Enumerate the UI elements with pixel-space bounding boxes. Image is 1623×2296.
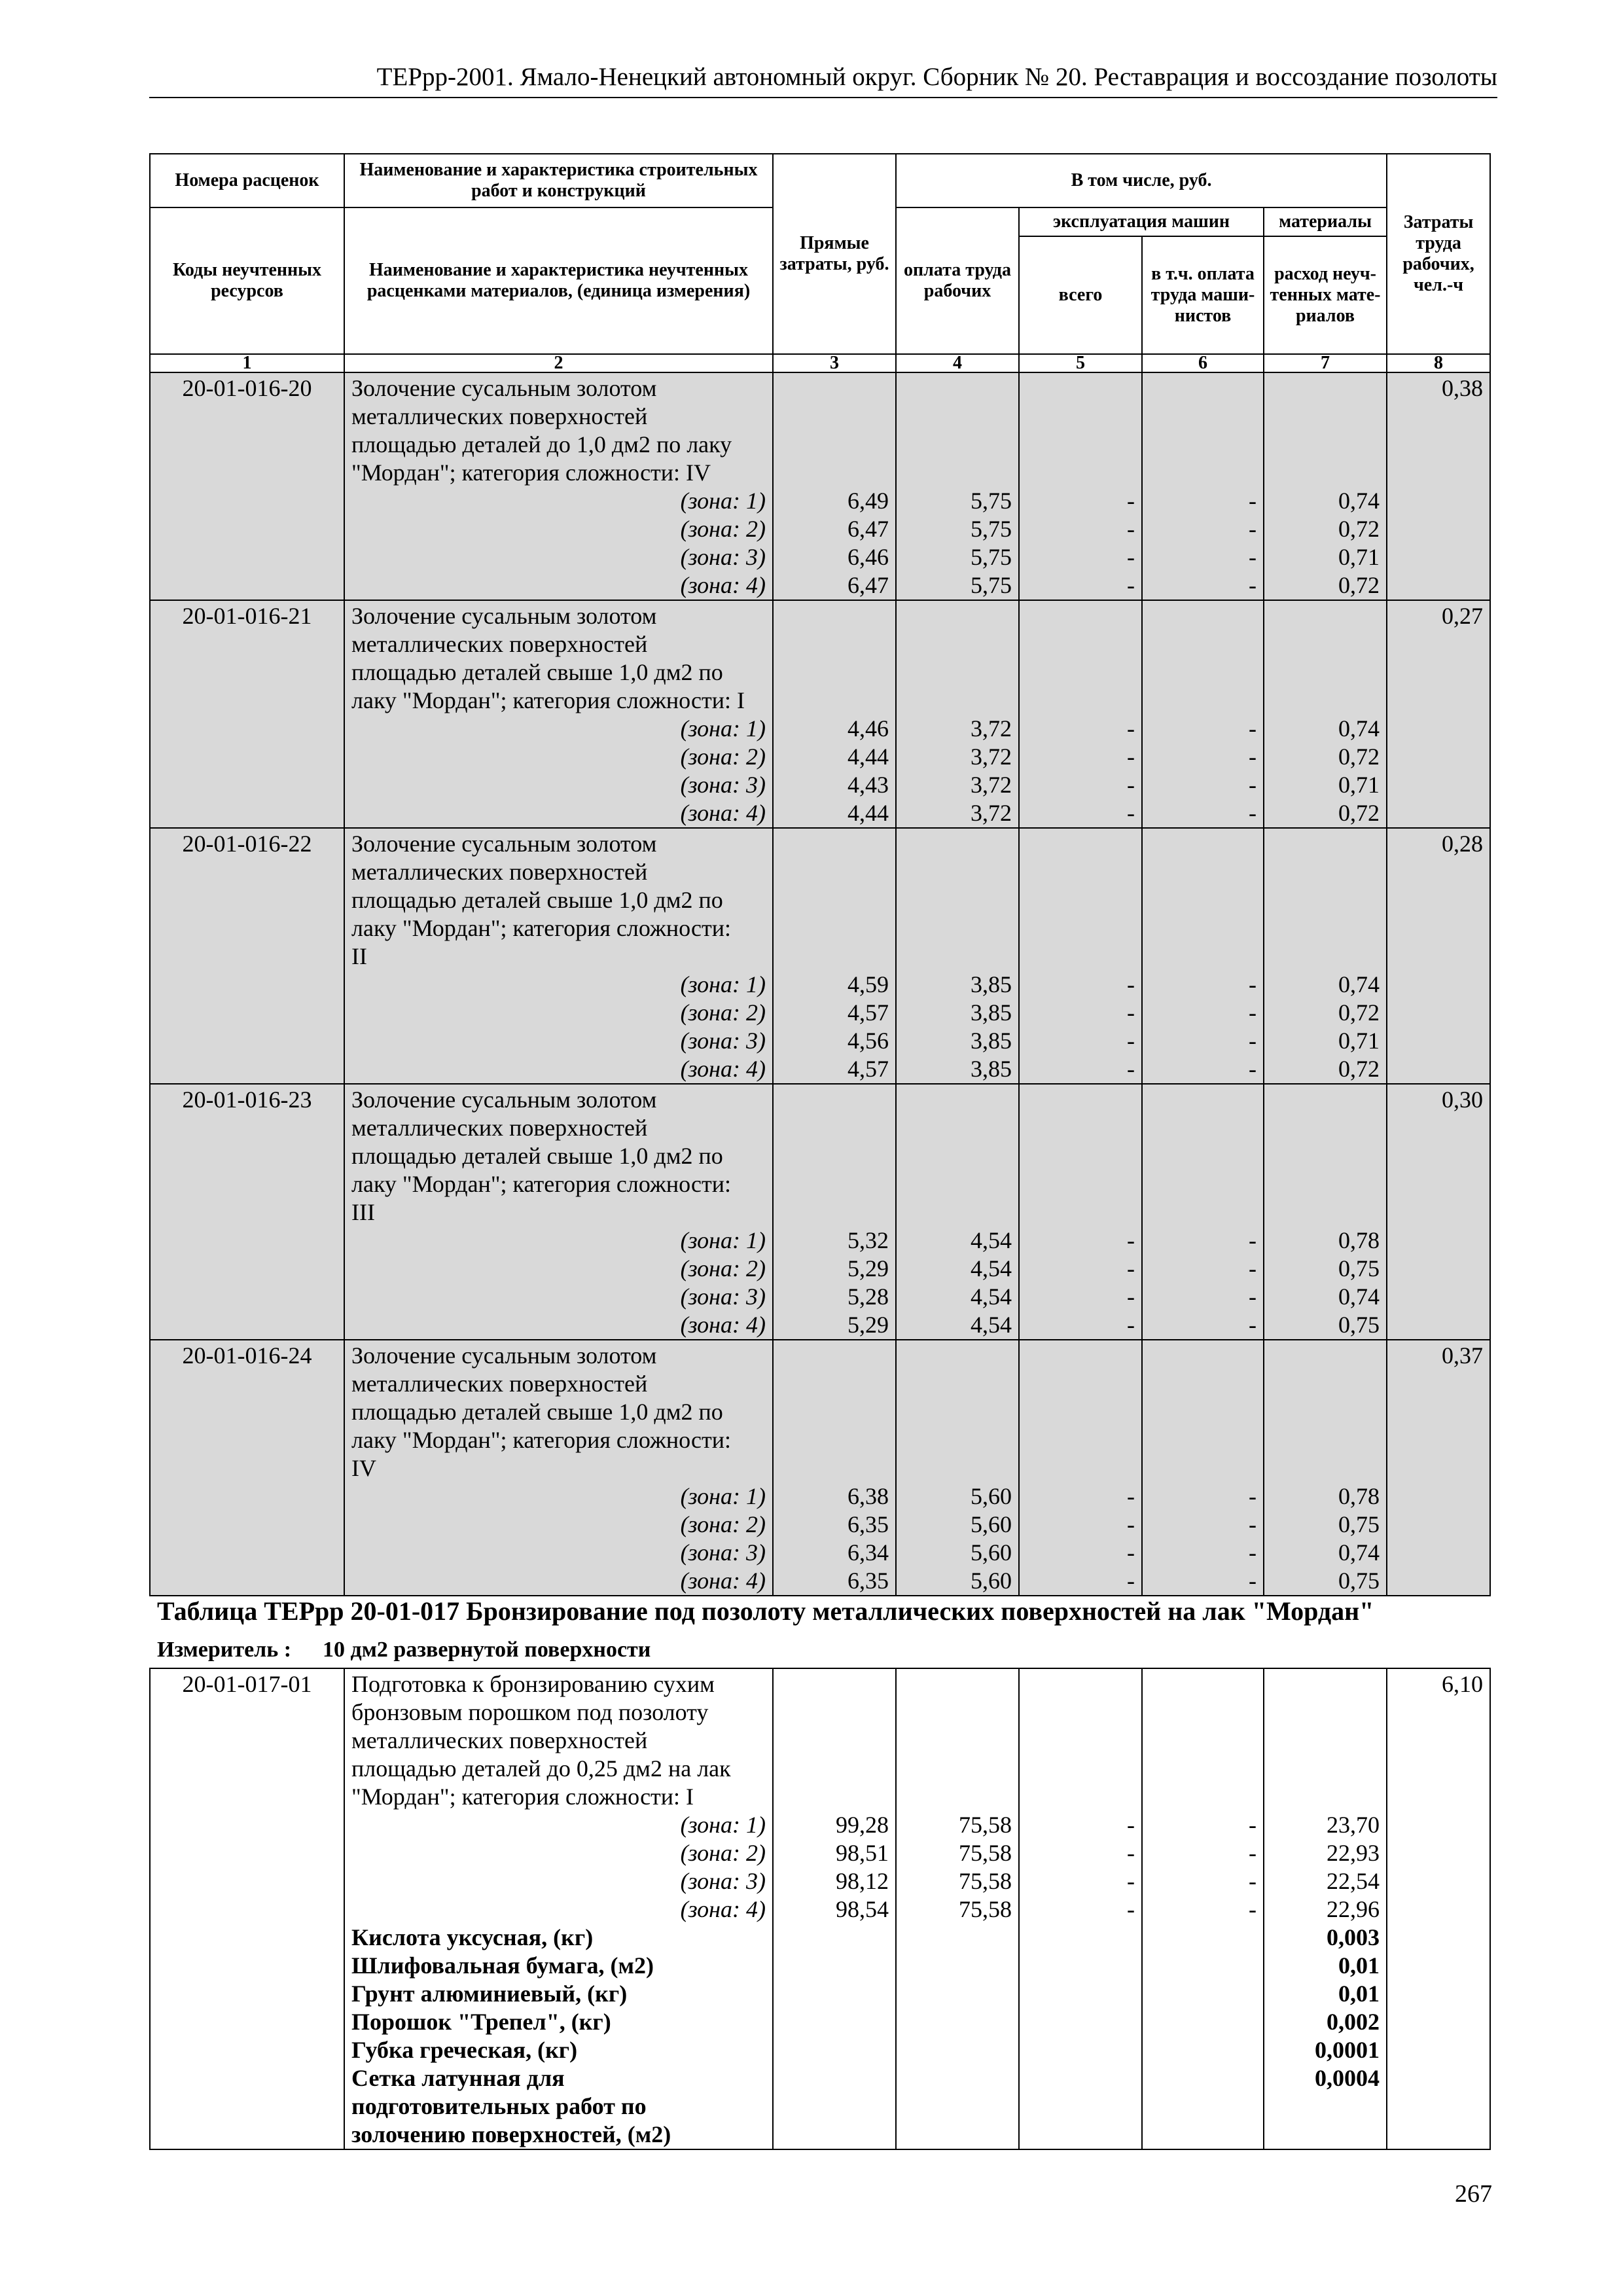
- description-line: металлических поверхностей: [351, 1727, 648, 1753]
- description-line: площадью деталей свыше 1,0 дм2 по: [351, 659, 723, 685]
- worker-pay: [896, 1668, 1019, 2149]
- zone-label: (зона: 1): [680, 1812, 766, 1838]
- resource-name: Сетка латунная для: [351, 2065, 565, 2091]
- direct-costs-value: 98,54: [836, 1896, 889, 1922]
- worker-pay-value: 4,54: [971, 1283, 1012, 1310]
- dash-value: -: [1249, 999, 1257, 1026]
- materials-cost-value: 0,71: [1338, 1028, 1380, 1054]
- rate-code: 20-01-016-22: [150, 828, 344, 1084]
- work-description: [344, 1668, 773, 2149]
- machinist-pay: [1142, 1084, 1264, 1340]
- description-line: IV: [351, 1455, 376, 1481]
- measurement-label: Измеритель :: [157, 1638, 292, 1662]
- dash-value: -: [1249, 1868, 1257, 1894]
- worker-pay-value: 5,60: [971, 1568, 1012, 1594]
- worker-pay-value: 5,60: [971, 1539, 1012, 1566]
- description-line: площадью деталей свыше 1,0 дм2 по: [351, 1399, 723, 1425]
- resource-name: Порошок "Трепел", (кг): [351, 2009, 611, 2035]
- worker-pay: [896, 1084, 1019, 1340]
- dash-value: -: [1249, 1312, 1257, 1338]
- materials-cost-value: 0,72: [1338, 800, 1380, 826]
- header-materials: материалы: [1264, 207, 1387, 236]
- header-work-name: Наименование и характеристика строительных работ и конструкций: [344, 154, 773, 207]
- worker-pay-value: 5,75: [971, 544, 1012, 570]
- running-head: ТЕРрр-2001. Ямало-Ненецкий автономный округ. Сборник № 20. Реставрация и воссоздание позолоты: [149, 58, 1497, 98]
- machinist-pay: [1142, 1340, 1264, 1596]
- column-number: 2: [344, 354, 773, 372]
- rate-code: 20-01-016-24: [150, 1340, 344, 1596]
- dash-value: -: [1249, 772, 1257, 798]
- materials-cost-value: 22,93: [1327, 1840, 1380, 1866]
- description-line: "Мордан"; категория сложности: I: [351, 1784, 694, 1810]
- dash-value: -: [1127, 1568, 1135, 1594]
- labor-hours: 0,38: [1387, 372, 1490, 600]
- description-line: площадью деталей свыше 1,0 дм2 по: [351, 1143, 723, 1169]
- description-line: бронзовым порошком под позолоту: [351, 1699, 709, 1725]
- direct-costs-value: 6,47: [847, 516, 889, 542]
- column-number: 7: [1264, 354, 1387, 372]
- materials-cost-value: 0,74: [1338, 971, 1380, 997]
- machines-total: [1019, 1340, 1142, 1596]
- dash-value: -: [1127, 572, 1135, 598]
- dash-value: -: [1127, 999, 1135, 1026]
- dash-value: -: [1249, 1056, 1257, 1082]
- worker-pay-value: 3,72: [971, 800, 1012, 826]
- dash-value: -: [1127, 1227, 1135, 1253]
- dash-value: -: [1127, 800, 1135, 826]
- direct-costs-value: 6,34: [847, 1539, 889, 1566]
- materials-cost: [1264, 1084, 1387, 1340]
- column-number: 3: [773, 354, 896, 372]
- zone-label: (зона: 1): [680, 1483, 766, 1509]
- worker-pay-value: 75,58: [959, 1840, 1012, 1866]
- resource-quantity: 0,0001: [1315, 2037, 1380, 2063]
- table-row: [150, 1084, 1490, 1340]
- table-title: Таблица ТЕРрр 20-01-017 Бронзирование под позолоту металлических поверхностей на лак "Мордан": [157, 1596, 1374, 1626]
- zone-label: (зона: 2): [680, 516, 766, 542]
- resource-name: Грунт алюминиевый, (кг): [351, 1981, 628, 2007]
- labor-hours: 0,30: [1387, 1084, 1490, 1340]
- worker-pay-value: 5,60: [971, 1511, 1012, 1537]
- direct-costs: [773, 1668, 896, 2149]
- direct-costs-value: 4,44: [847, 800, 889, 826]
- page-number: 267: [1455, 2180, 1492, 2208]
- zone-label: (зона: 4): [680, 1312, 766, 1338]
- resource-quantity: 0,0004: [1315, 2065, 1380, 2091]
- direct-costs-value: 5,32: [847, 1227, 889, 1253]
- dash-value: -: [1127, 544, 1135, 570]
- description-line: металлических поверхностей: [351, 403, 648, 429]
- dash-value: -: [1127, 715, 1135, 742]
- worker-pay-value: 75,58: [959, 1896, 1012, 1922]
- description-line: площадью деталей свыше 1,0 дм2 по: [351, 887, 723, 913]
- zone-label: (зона: 3): [680, 772, 766, 798]
- materials-cost-value: 0,78: [1338, 1227, 1380, 1253]
- dash-value: -: [1127, 1483, 1135, 1509]
- dash-value: -: [1127, 1539, 1135, 1566]
- dash-value: -: [1127, 516, 1135, 542]
- dash-value: -: [1249, 1896, 1257, 1922]
- worker-pay-value: 5,75: [971, 488, 1012, 514]
- direct-costs-value: 4,57: [847, 1056, 889, 1082]
- direct-costs: [773, 828, 896, 1084]
- materials-cost-value: 0,72: [1338, 744, 1380, 770]
- dash-value: -: [1249, 1539, 1257, 1566]
- direct-costs: [773, 1084, 896, 1340]
- dash-value: -: [1127, 1283, 1135, 1310]
- dash-value: -: [1127, 1812, 1135, 1838]
- description-line: Золочение сусальным золотом: [351, 1342, 657, 1369]
- description-line: лаку "Мордан"; категория сложности:: [351, 915, 731, 941]
- dash-value: -: [1127, 1056, 1135, 1082]
- dash-value: -: [1127, 1028, 1135, 1054]
- machines-total: [1019, 372, 1142, 600]
- worker-pay-value: 3,85: [971, 1028, 1012, 1054]
- header-including: В том числе, руб.: [896, 154, 1387, 207]
- labor-hours: 0,37: [1387, 1340, 1490, 1596]
- table-row: [150, 1340, 1490, 1596]
- zone-label: (зона: 2): [680, 999, 766, 1026]
- zone-label: (зона: 1): [680, 1227, 766, 1253]
- description-line: лаку "Мордан"; категория сложности: I: [351, 687, 745, 713]
- machines-total: [1019, 1668, 1142, 2149]
- dash-value: -: [1249, 1568, 1257, 1594]
- header-direct-costs: Прямые затраты, руб.: [773, 154, 896, 354]
- description-line: металлических поверхностей: [351, 1115, 648, 1141]
- zone-label: (зона: 2): [680, 1255, 766, 1282]
- materials-cost-value: 0,74: [1338, 715, 1380, 742]
- direct-costs-value: 6,38: [847, 1483, 889, 1509]
- materials-cost: [1264, 372, 1387, 600]
- machines-total: [1019, 1084, 1142, 1340]
- worker-pay-value: 5,60: [971, 1483, 1012, 1509]
- description-line: "Мордан"; категория сложности: IV: [351, 459, 711, 486]
- zone-label: (зона: 1): [680, 715, 766, 742]
- direct-costs-value: 5,29: [847, 1312, 889, 1338]
- machinist-pay: [1142, 372, 1264, 600]
- direct-costs-value: 4,59: [847, 971, 889, 997]
- resource-name: Губка греческая, (кг): [351, 2037, 578, 2063]
- worker-pay-value: 4,54: [971, 1312, 1012, 1338]
- materials-cost-value: 22,96: [1327, 1896, 1380, 1922]
- work-description: [344, 600, 773, 828]
- materials-cost: [1264, 1340, 1387, 1596]
- materials-cost-value: 0,71: [1338, 544, 1380, 570]
- direct-costs-value: 6,49: [847, 488, 889, 514]
- work-description: [344, 1340, 773, 1596]
- description-line: Золочение сусальным золотом: [351, 375, 657, 401]
- direct-costs-value: 4,57: [847, 999, 889, 1026]
- direct-costs-value: 5,29: [847, 1255, 889, 1282]
- header-machinist-pay: в т.ч. оплата труда маши-нистов: [1142, 236, 1264, 354]
- rate-code: 20-01-016-20: [150, 372, 344, 600]
- zone-label: (зона: 4): [680, 800, 766, 826]
- dash-value: -: [1249, 715, 1257, 742]
- materials-cost-value: 0,75: [1338, 1568, 1380, 1594]
- worker-pay-value: 4,54: [971, 1255, 1012, 1282]
- zone-label: (зона: 3): [680, 1028, 766, 1054]
- rate-code: 20-01-017-01: [150, 1668, 344, 2149]
- worker-pay: [896, 828, 1019, 1084]
- direct-costs-value: 6,46: [847, 544, 889, 570]
- materials-cost-value: 0,75: [1338, 1255, 1380, 1282]
- direct-costs-value: 6,47: [847, 572, 889, 598]
- labor-hours: 0,28: [1387, 828, 1490, 1084]
- dash-value: -: [1249, 800, 1257, 826]
- materials-cost: [1264, 600, 1387, 828]
- labor-hours: 6,10: [1387, 1668, 1490, 2149]
- resource-name: подготовительных работ по: [351, 2093, 647, 2119]
- column-number: 5: [1019, 354, 1142, 372]
- rate-code: 20-01-016-23: [150, 1084, 344, 1340]
- materials-cost-value: 0,78: [1338, 1483, 1380, 1509]
- worker-pay-value: 5,75: [971, 516, 1012, 542]
- worker-pay: [896, 372, 1019, 600]
- zone-label: (зона: 3): [680, 1539, 766, 1566]
- dash-value: -: [1127, 1896, 1135, 1922]
- rates-table-017: [149, 1668, 1491, 2150]
- description-line: II: [351, 943, 367, 969]
- dash-value: -: [1249, 544, 1257, 570]
- dash-value: -: [1249, 971, 1257, 997]
- resource-quantity: 0,002: [1327, 2009, 1380, 2035]
- materials-cost-value: 0,72: [1338, 1056, 1380, 1082]
- description-line: Подготовка к бронзированию сухим: [351, 1671, 715, 1697]
- measurement-value: 10 дм2 развернутой поверхности: [323, 1638, 651, 1662]
- zone-label: (зона: 4): [680, 1568, 766, 1594]
- description-line: площадью деталей до 0,25 дм2 на лак: [351, 1755, 731, 1782]
- direct-costs: [773, 600, 896, 828]
- header-rate-numbers: Номера расценок: [150, 154, 344, 207]
- zone-label: (зона: 2): [680, 1511, 766, 1537]
- dash-value: -: [1249, 572, 1257, 598]
- worker-pay-value: 4,54: [971, 1227, 1012, 1253]
- worker-pay-value: 5,75: [971, 572, 1012, 598]
- zone-label: (зона: 4): [680, 1056, 766, 1082]
- direct-costs-value: 98,51: [836, 1840, 889, 1866]
- table-row: [150, 600, 1490, 828]
- resource-name: Шлифовальная бумага, (м2): [351, 1952, 654, 1979]
- dash-value: -: [1249, 1812, 1257, 1838]
- dash-value: -: [1249, 1028, 1257, 1054]
- work-description: [344, 372, 773, 600]
- dash-value: -: [1249, 488, 1257, 514]
- dash-value: -: [1127, 488, 1135, 514]
- materials-cost-value: 0,75: [1338, 1312, 1380, 1338]
- table-row: [150, 828, 1490, 1084]
- description-line: Золочение сусальным золотом: [351, 1086, 657, 1113]
- column-number: 8: [1387, 354, 1490, 372]
- materials-cost-value: 0,74: [1338, 1283, 1380, 1310]
- zone-label: (зона: 1): [680, 971, 766, 997]
- materials-cost: [1264, 1668, 1387, 2149]
- materials-cost-value: 22,54: [1327, 1868, 1380, 1894]
- direct-costs-value: 99,28: [836, 1812, 889, 1838]
- work-description: [344, 828, 773, 1084]
- rates-table-016: [149, 153, 1491, 1596]
- description-line: металлических поверхностей: [351, 1371, 648, 1397]
- description-line: лаку "Мордан"; категория сложности:: [351, 1171, 731, 1197]
- worker-pay-value: 3,85: [971, 1056, 1012, 1082]
- table-row: [150, 1668, 1490, 2149]
- description-line: Золочение сусальным золотом: [351, 603, 657, 629]
- dash-value: -: [1127, 1868, 1135, 1894]
- materials-cost-value: 0,75: [1338, 1511, 1380, 1537]
- work-description: [344, 1084, 773, 1340]
- dash-value: -: [1127, 1840, 1135, 1866]
- materials-cost-value: 0,71: [1338, 772, 1380, 798]
- zone-label: (зона: 4): [680, 1896, 766, 1922]
- worker-pay-value: 3,72: [971, 772, 1012, 798]
- machinist-pay: [1142, 1668, 1264, 2149]
- worker-pay-value: 3,85: [971, 971, 1012, 997]
- dash-value: -: [1127, 744, 1135, 770]
- materials-cost-value: 0,74: [1338, 1539, 1380, 1566]
- zone-label: (зона: 3): [680, 544, 766, 570]
- worker-pay-value: 3,72: [971, 715, 1012, 742]
- direct-costs-value: 4,43: [847, 772, 889, 798]
- description-line: металлических поверхностей: [351, 631, 648, 657]
- direct-costs: [773, 1340, 896, 1596]
- dash-value: -: [1249, 1840, 1257, 1866]
- zone-label: (зона: 4): [680, 572, 766, 598]
- direct-costs-value: 4,46: [847, 715, 889, 742]
- zone-label: (зона: 3): [680, 1868, 766, 1894]
- direct-costs-value: 6,35: [847, 1568, 889, 1594]
- worker-pay-value: 3,72: [971, 744, 1012, 770]
- dash-value: -: [1127, 1255, 1135, 1282]
- worker-pay-value: 3,85: [971, 999, 1012, 1026]
- dash-value: -: [1127, 1511, 1135, 1537]
- worker-pay-value: 75,58: [959, 1868, 1012, 1894]
- description-line: Золочение сусальным золотом: [351, 831, 657, 857]
- materials-cost-value: 0,72: [1338, 999, 1380, 1026]
- dash-value: -: [1249, 1255, 1257, 1282]
- direct-costs-value: 4,44: [847, 744, 889, 770]
- zone-label: (зона: 2): [680, 744, 766, 770]
- dash-value: -: [1127, 971, 1135, 997]
- measurement-unit: [157, 1638, 651, 1662]
- machinist-pay: [1142, 600, 1264, 828]
- description-line: металлических поверхностей: [351, 859, 648, 885]
- labor-hours: 0,27: [1387, 600, 1490, 828]
- zone-label: (зона: 3): [680, 1283, 766, 1310]
- header-labor-costs: Затраты труда рабочих, чел.-ч: [1387, 154, 1490, 354]
- resource-name: золочению поверхностей, (м2): [351, 2121, 671, 2147]
- header-machines-total: всего: [1019, 236, 1142, 354]
- direct-costs-value: 98,12: [836, 1868, 889, 1894]
- dash-value: -: [1249, 516, 1257, 542]
- column-number: 1: [150, 354, 344, 372]
- worker-pay-value: 75,58: [959, 1812, 1012, 1838]
- direct-costs-value: 4,56: [847, 1028, 889, 1054]
- dash-value: -: [1249, 1283, 1257, 1310]
- header-unaccounted-materials: расход неуч-тенных мате-риалов: [1264, 236, 1387, 354]
- zone-label: (зона: 2): [680, 1840, 766, 1866]
- description-line: площадью деталей до 1,0 дм2 по лаку: [351, 431, 732, 457]
- header-worker-pay: оплата труда рабочих: [896, 207, 1019, 354]
- machines-total: [1019, 828, 1142, 1084]
- resource-quantity: 0,01: [1338, 1952, 1380, 1979]
- dash-value: -: [1249, 1511, 1257, 1537]
- header-material-name: Наименование и характеристика неучтенных расценками материалов, (единица измерения): [344, 207, 773, 354]
- header-resource-codes: Коды неучтенных ресурсов: [150, 207, 344, 354]
- materials-cost-value: 0,74: [1338, 488, 1380, 514]
- machinist-pay: [1142, 828, 1264, 1084]
- materials-cost-value: 23,70: [1327, 1812, 1380, 1838]
- direct-costs: [773, 372, 896, 600]
- dash-value: -: [1249, 744, 1257, 770]
- direct-costs-value: 6,35: [847, 1511, 889, 1537]
- materials-cost-value: 0,72: [1338, 516, 1380, 542]
- header-machine-operation: эксплуатация машин: [1019, 207, 1264, 236]
- rate-code: 20-01-016-21: [150, 600, 344, 828]
- description-line: III: [351, 1199, 375, 1225]
- column-number: 4: [896, 354, 1019, 372]
- zone-label: (зона: 1): [680, 488, 766, 514]
- resource-name: Кислота уксусная, (кг): [351, 1924, 594, 1950]
- resource-quantity: 0,01: [1338, 1981, 1380, 2007]
- dash-value: -: [1249, 1483, 1257, 1509]
- description-line: лаку "Мордан"; категория сложности:: [351, 1427, 731, 1453]
- dash-value: -: [1127, 1312, 1135, 1338]
- materials-cost: [1264, 828, 1387, 1084]
- machines-total: [1019, 600, 1142, 828]
- table-row: [150, 372, 1490, 600]
- resource-quantity: 0,003: [1327, 1924, 1380, 1950]
- dash-value: -: [1249, 1227, 1257, 1253]
- direct-costs-value: 5,28: [847, 1283, 889, 1310]
- worker-pay: [896, 1340, 1019, 1596]
- dash-value: -: [1127, 772, 1135, 798]
- column-number: 6: [1142, 354, 1264, 372]
- worker-pay: [896, 600, 1019, 828]
- materials-cost-value: 0,72: [1338, 572, 1380, 598]
